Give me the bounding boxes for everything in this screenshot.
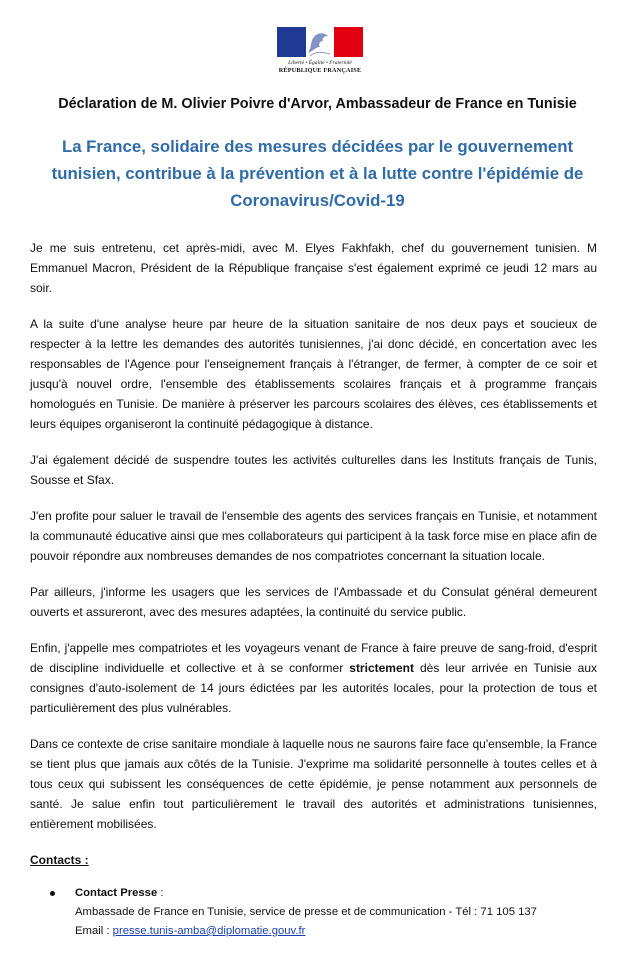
paragraph-schools-closure: A la suite d'une analyse heure par heure de la situation sanitaire de nos deux pays et soucieux de respecter à la lettre les demandes des autorités tunisiennes, j'ai donc décidé, en concertation avec les responsables de l'Agence pour l'enseignement français à l'étranger, de fermer, à compter de ce soir et jusqu'à nouvel ordre, l'ensemble des établissements scolaires français et à programme français homologués en Tunisie. De manière à préserver les parcours scolaires des élèves, ces établissements et leurs équipes organiseront la continuité pédagogique à distance. xyxy=(30,317,597,431)
contact-press-label: Contact Presse xyxy=(75,887,158,899)
contact-email-label: Email : xyxy=(75,925,113,937)
contact-email-link[interactable]: presse.tunis-amba@diplomatie.gouv.fr xyxy=(112,925,306,937)
contact-item xyxy=(30,884,597,941)
bullet-icon xyxy=(50,891,55,896)
contact-press-colon: : xyxy=(157,887,164,899)
appeal-text: Enfin, j'appelle mes compatriotes et les voyageurs venant de France à faire preuve de sang-froid, d'esprit de discipline individuelle et collective et à se conformer xyxy=(30,641,597,675)
paragraph-thanks: J'en profite pour saluer le travail de l'ensemble des agents des services français en Tunisie, et notamment la communauté éducative ainsi que mes collaborateurs qui participent à la task force mise en place afin de pouvoir répondre aux nombreuses demandes de nos compatriotes concernant la situation locale. xyxy=(30,509,597,563)
subtitle-line: tunisien, contribue à la prévention et à la lutte contre l'épidémie de xyxy=(51,164,584,183)
contact-press-line: Ambassade de France en Tunisie, service de presse et de communication - Tél : 71 105 137 xyxy=(75,906,537,918)
contacts-heading: Contacts : xyxy=(30,853,89,867)
paragraph-services: Par ailleurs, j'informe les usagers que les services de l'Ambassade et du Consulat général demeurent ouverts et assureront, avec des mesures adaptées, la continuité du service public. xyxy=(30,585,597,619)
document-heading: Déclaration de M. Olivier Poivre d'Arvor, Ambassadeur de France en Tunisie xyxy=(58,96,577,112)
republique-francaise-logo xyxy=(277,27,363,81)
republic-motto: Liberté • Égalité • Fraternité xyxy=(288,60,352,66)
republic-name: RÉPUBLIQUE FRANÇAISE xyxy=(278,67,362,74)
document-body xyxy=(30,238,597,941)
document-subtitle xyxy=(30,133,605,214)
paragraph-meeting: Je me suis entretenu, cet après-midi, avec M. Elyes Fakhfakh, chef du gouvernement tunisien. M Emmanuel Macron, Président de la République française s'est également exprimé ce jeudi 12 mars au soir. xyxy=(30,241,597,295)
paragraph-solidarity: Dans ce contexte de crise sanitaire mondiale à laquelle nous ne saurons faire face qu'ensemble, la France se tient plus que jamais aux côtés de la Tunisie. J'exprime ma solidarité personnelle à toutes celles et à tous ceux qui subissent les conséquences de cette épidémie, je pense notamment aux personnels de santé. Je salue enfin tout particulièrement le travail des autorités et administrations tunisiennes, entièrement mobilisées. xyxy=(30,737,597,831)
paragraph-culture: J'ai également décidé de suspendre toutes les activités culturelles dans les Instituts français de Tunis, Sousse et Sfax. xyxy=(30,453,597,487)
appeal-text: dès leur arrivée en Tunisie aux consignes d'auto-isolement de 14 jours édictées par les autorités locales, pour la protection de tous et particulièrement des plus vulnérables. xyxy=(30,661,597,715)
subtitle-line: Coronavirus/Covid-19 xyxy=(230,191,405,210)
appeal-emphasis: strictement xyxy=(349,661,414,675)
marianne-flag-icon xyxy=(277,27,363,57)
subtitle-line: La France, solidaire des mesures décidées par le gouvernement xyxy=(61,137,574,156)
paragraph-appeal xyxy=(30,638,597,718)
